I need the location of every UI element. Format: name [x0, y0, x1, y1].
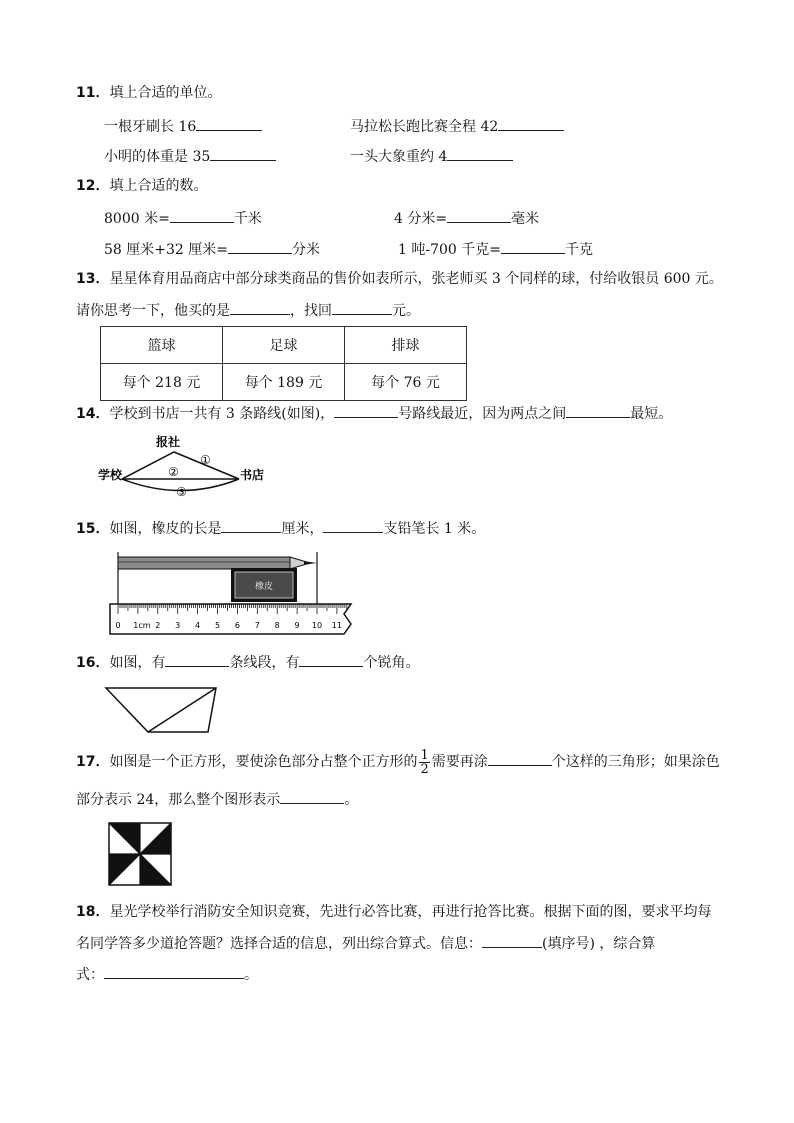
question-16-text: 16．如图，有 条线段，有 个锐角。 — [76, 652, 419, 672]
bookstore-label: 书店 — [240, 468, 265, 482]
route-2-label: ② — [168, 465, 179, 479]
q11-item-1: 一根牙刷长 16 — [104, 116, 262, 136]
price-basketball: 每个 218 元 — [101, 364, 223, 401]
route-3-label: ③ — [176, 485, 187, 499]
q12-item-4: 1 吨-700 千克= 千克 — [398, 239, 593, 259]
eraser — [231, 568, 297, 602]
ruler-label: 8 — [274, 621, 280, 630]
question-12-title: 12．填上合适的数。 — [76, 178, 208, 194]
answer-blank[interactable] — [210, 146, 276, 161]
ruler-label: 7 — [254, 621, 260, 630]
quadrilateral-outline — [106, 688, 216, 732]
ruler-label: 2 — [155, 621, 161, 630]
question-13-line-2: 请你思考一下，他买的是 ，找回 元。 — [76, 300, 420, 320]
price-table — [100, 326, 467, 401]
price-football: 每个 189 元 — [223, 364, 345, 401]
question-18-line-2: 名同学答多少道抢答题？选择合适的信息，列出综合算式。信息： (填序号) ，综合算 — [76, 933, 655, 953]
q11-item-2: 马拉松长跑比赛全程 42 — [350, 116, 564, 136]
q12-item-3: 58 厘米+32 厘米= 分米 — [104, 239, 320, 259]
square-figure — [108, 822, 172, 886]
pencil — [118, 557, 317, 569]
header-basketball: 篮球 — [101, 327, 223, 364]
q12-item-2: 4 分米= 毫米 — [394, 208, 539, 228]
answer-blank[interactable] — [104, 964, 244, 979]
question-18-line-3: 式： 。 — [76, 964, 258, 984]
answer-blank[interactable] — [447, 146, 513, 161]
answer-blank[interactable] — [482, 933, 542, 948]
header-football: 足球 — [223, 327, 345, 364]
q12-item-1: 8000 米= 千米 — [104, 208, 262, 228]
price-volleyball: 每个 76 元 — [345, 364, 467, 401]
question-11-title: 11．填上合适的单位。 — [76, 85, 222, 101]
question-18-line-1: 18．星光学校举行消防安全知识竞赛，先进行必答比赛，再进行抢答比赛。根据下面的图，要求平均每 — [76, 904, 712, 920]
answer-blank[interactable] — [332, 300, 392, 315]
answer-blank[interactable] — [334, 403, 398, 418]
answer-blank[interactable] — [498, 116, 564, 131]
ruler-figure — [106, 548, 356, 636]
table-price-row — [101, 364, 467, 401]
ruler-label: 11 — [331, 621, 342, 630]
answer-blank[interactable] — [323, 518, 383, 533]
ruler-label: 0 — [115, 621, 121, 630]
question-13-line-1: 13．星星体育用品商店中部分球类商品的售价如表所示，张老师买 3 个同样的球，付给收银员 600 元。 — [76, 271, 723, 287]
ruler-label: 9 — [294, 621, 300, 630]
route-1-label: ① — [200, 453, 211, 467]
answer-blank[interactable] — [447, 208, 511, 223]
diagonal-line — [148, 688, 216, 732]
ruler-label: 6 — [234, 621, 240, 630]
q11-item-4: 一头大象重约 4 — [350, 146, 513, 166]
answer-blank[interactable] — [228, 239, 292, 254]
answer-blank[interactable] — [280, 789, 344, 804]
route-1-line — [122, 452, 239, 479]
newspaper-label: 报社 — [156, 435, 181, 449]
ruler-label: 3 — [175, 621, 181, 630]
question-14-text: 14．学校到书店一共有 3 条路线(如图)， 号路线最近，因为两点之间 最短。 — [76, 403, 672, 423]
question-17-line-1: 17．如图是一个正方形，要使涂色部分占整个正方形的 $\frac{1}{2}$ 需要再涂 个这样的三角形；如果涂色 — [76, 747, 720, 777]
header-volleyball: 排球 — [345, 327, 467, 364]
answer-blank[interactable] — [501, 239, 565, 254]
table-header-row — [101, 327, 467, 364]
eraser-label: 橡皮 — [254, 582, 274, 592]
answer-blank[interactable] — [221, 518, 281, 533]
answer-blank[interactable] — [566, 403, 630, 418]
answer-blank[interactable] — [170, 208, 234, 223]
school-label: 学校 — [98, 468, 123, 482]
answer-blank[interactable] — [196, 116, 262, 131]
ruler-label: 4 — [195, 621, 201, 630]
answer-blank[interactable] — [299, 652, 363, 667]
fraction-one-half: $\frac{1}{2}$ — [420, 747, 429, 777]
quadrilateral-figure — [100, 682, 224, 738]
answer-blank[interactable] — [230, 300, 290, 315]
answer-blank[interactable] — [165, 652, 229, 667]
question-15-text: 15．如图，橡皮的长是 厘米， 支铅笔长 1 米。 — [76, 518, 485, 538]
ruler-label: 10 — [311, 621, 323, 630]
ruler-label: 5 — [214, 621, 221, 630]
route-diagram — [96, 432, 276, 502]
question-17-line-2: 部分表示 24，那么整个图形表示 。 — [76, 789, 358, 809]
ruler-label: 1cm — [133, 621, 151, 630]
q11-item-3: 小明的体重是 35 — [104, 146, 276, 166]
answer-blank[interactable] — [488, 751, 552, 766]
